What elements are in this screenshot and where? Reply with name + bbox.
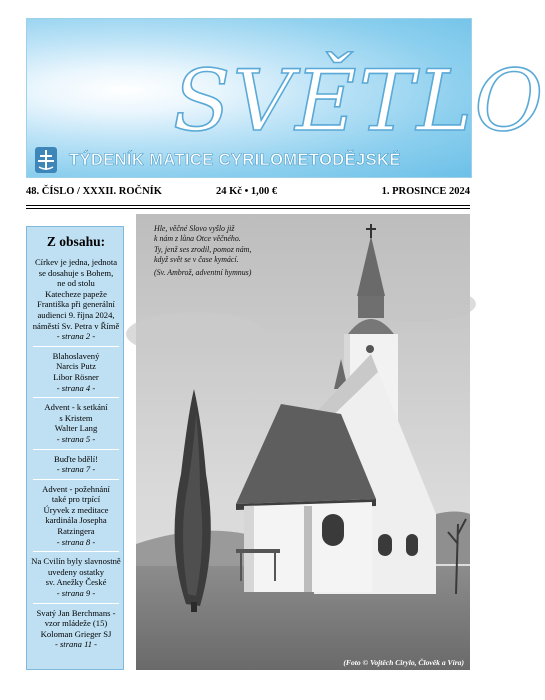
toc-entry-line: vzor mládeže (15) [44, 618, 108, 629]
toc-entry-page: - strana 5 - [56, 433, 96, 444]
toc-entry-line: Buďte bdělí! [54, 453, 98, 464]
toc-entry-page: - strana 2 - [56, 331, 96, 342]
quote-line: Ty, jenž ses zrodil, pomoz nám, [154, 244, 252, 254]
toc-entry-line: Advent - k setkání [44, 402, 108, 413]
toc-entry-line: s Kristem [59, 412, 93, 423]
cover-photo [136, 214, 470, 670]
toc-entry-line: se dosahuje s Bohem, [38, 267, 114, 278]
publication-subtitle: TÝDENÍK MATICE CYRILOMETODĚJSKÉ [69, 151, 401, 169]
toc-entry-line: sv. Anežky České [45, 577, 107, 588]
toc-entry-line: Walter Lang [54, 423, 98, 434]
toc-entry-line: Blahoslavený [52, 350, 100, 361]
toc-entry-line: také pro trpící [51, 494, 101, 505]
toc-separator [33, 551, 119, 552]
toc-entry-line: uvedeny ostatky [47, 566, 105, 577]
toc-entry-line: Koloman Grieger SJ [40, 628, 112, 639]
toc-entry-line: Církev je jedna, jednota [34, 257, 118, 267]
toc-entry-line: Svatý Jan Berchmans - [36, 607, 116, 618]
toc-separator [33, 346, 119, 347]
issue-number: 48. ČÍSLO / XXXII. ROČNÍK [26, 186, 162, 197]
toc-entry[interactable] [27, 484, 125, 548]
toc-entry-line: kardinála Josepha [45, 515, 107, 526]
table-of-contents [26, 226, 124, 670]
toc-entry-line: Narcis Putz [56, 361, 96, 372]
divider [26, 205, 470, 206]
masthead [26, 18, 545, 178]
toc-entry-page: - strana 4 - [56, 382, 96, 393]
toc-heading: Z obsahu: [46, 234, 106, 249]
quote-line: Hle, věčné Slovo vyšlo již [154, 224, 235, 233]
toc-entry-line: Katecheze papeže [45, 288, 107, 299]
toc-entry-page: - strana 8 - [56, 536, 96, 547]
toc-separator [33, 479, 119, 480]
toc-entry[interactable] [27, 454, 125, 475]
toc-entry-line: náměstí Sv. Petra v Římě [32, 320, 120, 331]
toc-separator [33, 603, 119, 604]
advent-hymn-quote [154, 224, 251, 278]
toc-entry-line: Libor Rösner [53, 371, 99, 382]
toc-separator [33, 449, 119, 450]
divider [26, 208, 470, 209]
toc-entry-line: Na Cvilín byly slavnostně [31, 556, 121, 567]
toc-list [27, 257, 125, 650]
toc-entry-line: ne od stolu [57, 278, 95, 289]
toc-entry-page: - strana 7 - [56, 464, 96, 475]
quote-line: když svět se v čase kymácí. [154, 255, 239, 265]
toc-entry-line: audienci 9. října 2024, [37, 309, 115, 320]
toc-separator [33, 397, 119, 398]
toc-entry-line: Úryvek z meditace [43, 504, 109, 515]
toc-entry[interactable] [27, 402, 125, 444]
church-photo-illustration [136, 214, 470, 670]
toc-entry-line: Františka při generální [37, 299, 115, 310]
issue-date: 1. PROSINCE 2024 [381, 186, 470, 197]
quote-source: (Sv. Ambrož, adventní hymnus) [154, 267, 252, 277]
toc-entry[interactable] [27, 556, 125, 598]
toc-entry[interactable] [27, 608, 125, 650]
quote-line: k nám z lůna Otce věčného. [154, 234, 241, 244]
toc-entry-line: Advent - požehnání [42, 483, 110, 494]
cross-emblem-icon [35, 147, 57, 173]
toc-entry[interactable] [27, 257, 125, 342]
issue-price: 24 Kč • 1,00 € [216, 186, 278, 197]
toc-entry[interactable] [27, 351, 125, 393]
issue-info-bar [26, 186, 470, 202]
toc-entry-page: - strana 9 - [56, 588, 96, 599]
toc-entry-page: - strana 11 - [54, 639, 98, 650]
photo-credit: (Foto © Vojtěch Cirylo, Člověk a Víra) [343, 658, 464, 667]
publication-title: SVĚTLO [173, 52, 545, 150]
toc-entry-line: Ratzingera [57, 526, 95, 537]
